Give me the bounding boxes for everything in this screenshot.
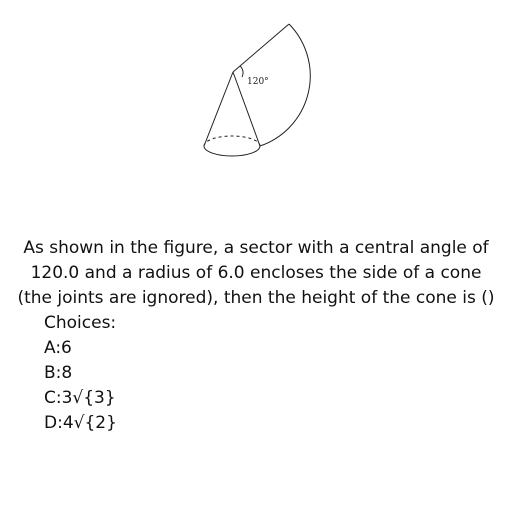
sector-radius-upper xyxy=(233,24,289,72)
question-text: As shown in the figure, a sector with a central angle of 120.0 and a radius of 6.0 encloses the side of a cone (the joints are ignored), then the height of the cone is () xyxy=(17,238,495,308)
choice-a: A:6 xyxy=(44,338,72,358)
choice-b: B:8 xyxy=(44,363,73,383)
angle-marker xyxy=(240,66,243,77)
cone-base-front xyxy=(204,146,260,156)
question-block xyxy=(14,236,498,436)
choice-c: C:3√{3} xyxy=(44,388,116,408)
choice-d: D:4√{2} xyxy=(44,413,117,433)
cone-sector-figure xyxy=(0,0,512,170)
cone-side-left xyxy=(204,72,233,146)
cone-base-back xyxy=(204,136,260,146)
choices-label: Choices: xyxy=(44,313,117,333)
choices-list xyxy=(14,311,498,436)
angle-label: 120° xyxy=(247,77,269,87)
